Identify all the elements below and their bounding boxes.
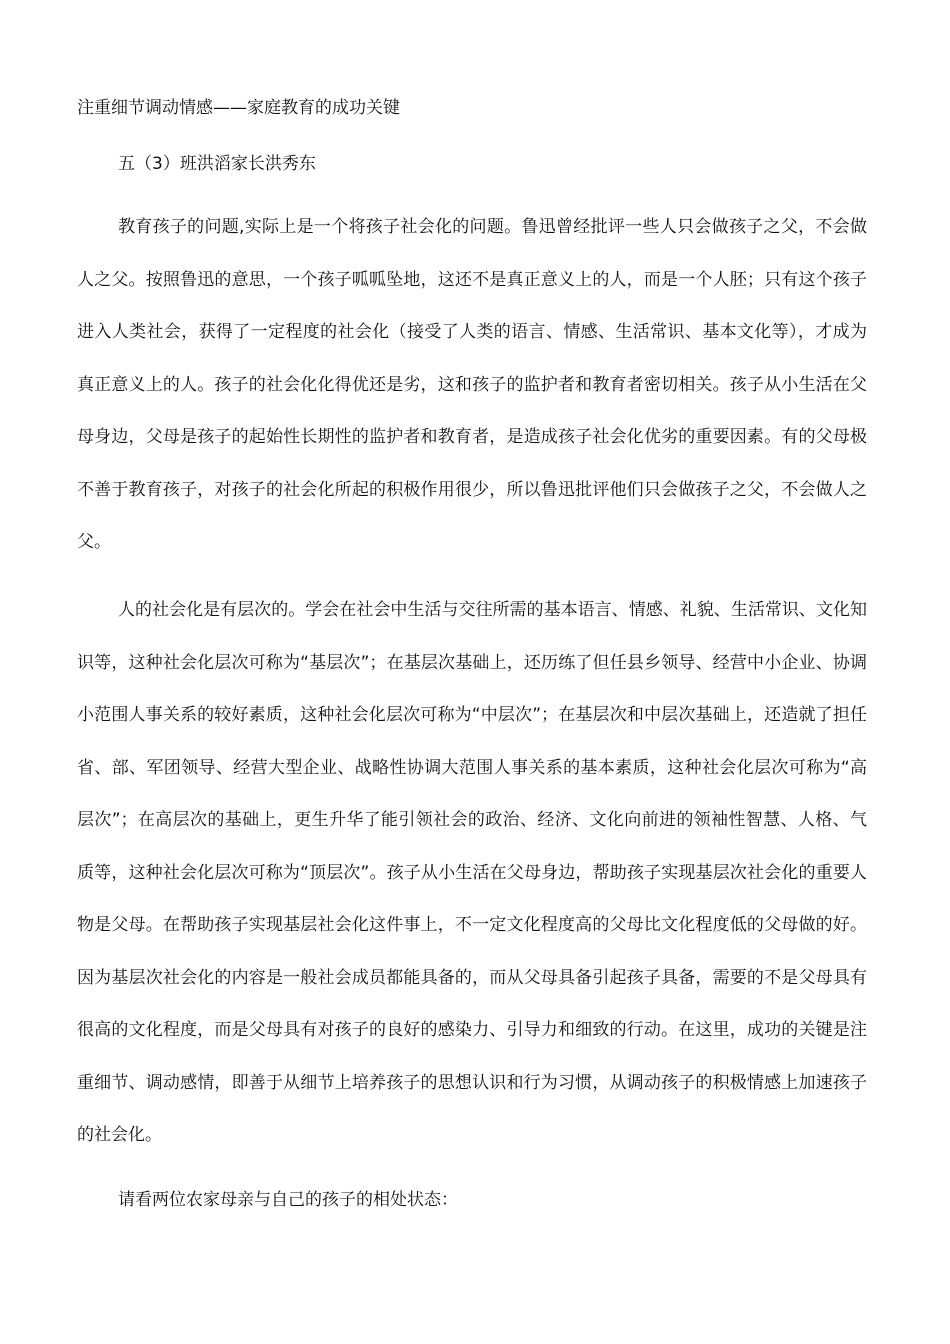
paragraph-levels: 人的社会化是有层次的。学会在社会中生活与交往所需的基本语言、情感、礼貌、生活常识、文化知识等，这种社会化层次可称为“基层次”；在基层次基础上，还历练了但任县乡领导、经营中小企业、协调小范围人事关系的较好素质，这种社会化层次可称为“中层次”；在基层次和中层次基础上，还造就了担任省、部、军团领导、经营大型企业、战略性协调大范围人事关系的基本素质，这种社会化层次可称为“高层次”；在高层次的基础上，更生升华了能引领社会的政治、经济、文化向前进的领袖性智慧、人格、气质等，这种社会化层次可称为“顶层次”。孩子从小生活在父母身边，帮助孩子实现基层次社会化的重要人物是父母。在帮助孩子实现基层社会化这件事上，不一定文化程度高的父母比文化程度低的父母做的好。因为基层次社会化的内容是一般社会成员都能具备的，而从父母具备引起孩子具备，需要的不是父母具有很高的文化程度，而是父母具有对孩子的良好的感染力、引导力和细致的行动。在这里，成功的关键是注重细节、调动感情，即善于从细节上培养孩子的思想认识和行为习惯，从调动孩子的积极情感上加速孩子的社会化。 (77, 600, 867, 1145)
document-title: 注重细节调动情感——家庭教育的成功关键 (77, 98, 400, 118)
author-line: 五（3）班洪滔家长洪秀东 (118, 154, 316, 174)
paragraph-mothers: 请看两位农家母亲与自己的孩子的相处状态： (118, 1190, 458, 1210)
paragraph-socialization: 教育孩子的问题,实际上是一个将孩子社会化的问题。鲁迅曾经批评一些人只会做孩子之父，不会做人之父。按照鲁迅的意思，一个孩子呱呱坠地，这还不是真正意义上的人，而是一个人胚；只有这个孩子进入人类社会，获得了一定程度的社会化（接受了人类的语言、情感、生活常识、基本文化等），才成为真正意义上的人。孩子的社会化化得优还是劣，这和孩子的监护者和教育者密切相关。孩子从小生活在父母身边，父母是孩子的起始性长期性的监护者和教育者，是造成孩子社会化优劣的重要因素。有的父母极不善于教育孩子，对孩子的社会化所起的积极作用很少，所以鲁迅批评他们只会做孩子之父，不会做人之父。 (77, 217, 867, 552)
